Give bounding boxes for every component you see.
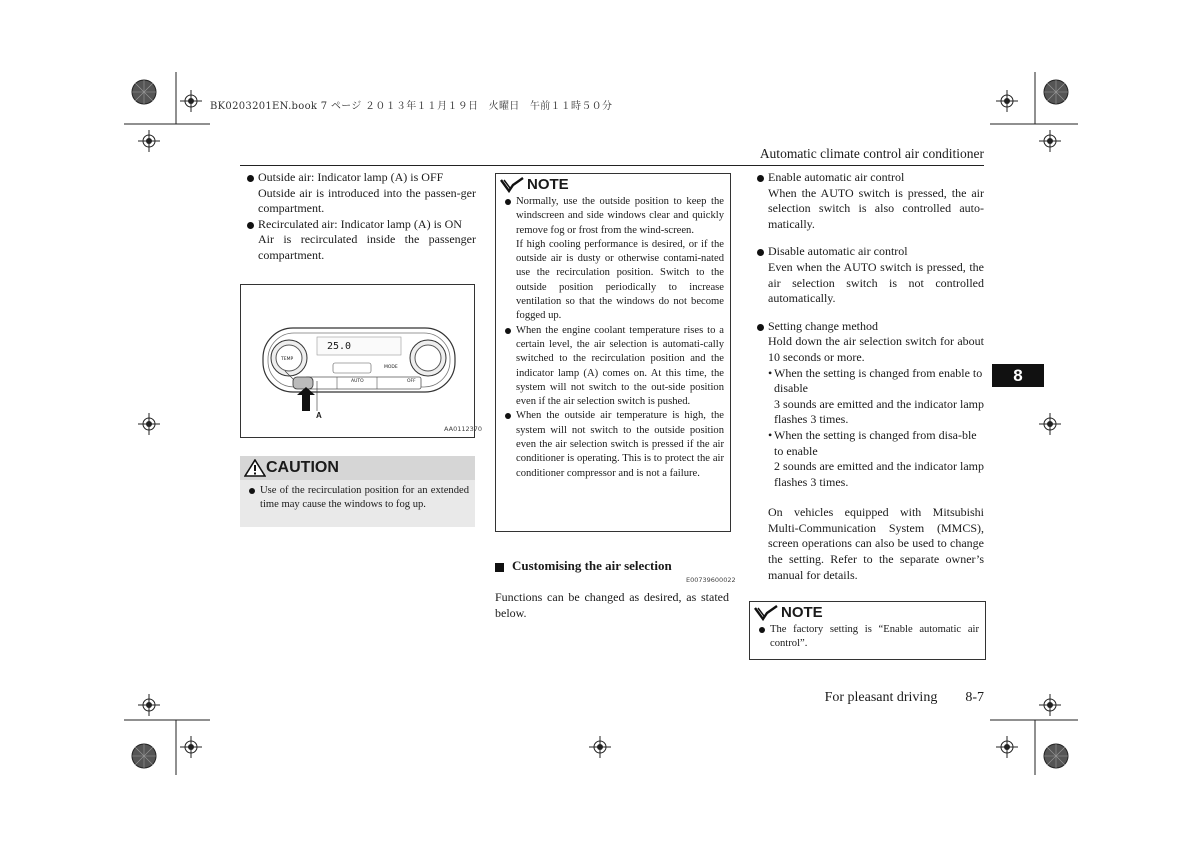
sub-item-text: 3 sounds are emitted and the indicator lamp flashes 3 times. <box>774 396 984 427</box>
caution-heading <box>240 456 475 480</box>
item-lead: Setting change method <box>768 318 878 333</box>
item-lead: Disable automatic air control <box>768 244 908 259</box>
bullet-icon <box>505 199 511 205</box>
bullet-icon <box>247 222 254 229</box>
section-heading-text: Customising the air selection <box>512 558 672 573</box>
list-item <box>244 484 469 513</box>
control-panel-figure <box>240 284 483 438</box>
note-title: NOTE <box>781 604 823 621</box>
crosshair-mark <box>180 736 202 758</box>
sub-item-text: 2 sounds are emitted and the indicator lamp flashes 3 times. <box>774 459 984 489</box>
note-box <box>495 173 731 532</box>
list-item <box>754 623 979 652</box>
caution-text: Use of the recirculation position for an extended time may cause the windows to fog up. <box>260 485 469 511</box>
registration-target-tr <box>1040 76 1072 108</box>
off-label: OFF <box>407 379 416 384</box>
section-title: Automatic climate control air conditioner <box>759 146 984 161</box>
bullet-icon <box>757 324 764 331</box>
list-item <box>750 170 984 232</box>
chapter-tab: 8 <box>992 364 1044 387</box>
item-text: Air is recirculated inside the passenger compartment. <box>258 232 476 262</box>
bullet-icon <box>505 413 511 419</box>
registration-target-bl <box>128 740 160 772</box>
list-item <box>750 244 984 306</box>
crosshair-mark <box>1039 694 1061 716</box>
column-3 <box>750 170 984 583</box>
page-number: 8-7 <box>965 690 984 705</box>
section-heading <box>495 558 672 574</box>
section-body <box>495 590 729 621</box>
list-item <box>240 217 476 264</box>
bullet-icon <box>759 627 765 633</box>
file-stamp: BK0203201EN.book 7 ページ ２０１３年１１月１９日 火曜日 午前１１時５０分 <box>210 101 613 112</box>
bullet-icon <box>757 249 764 256</box>
temp-label: TEMP <box>281 357 294 362</box>
sub-item-lead: When the setting is changed from disa-ble to enable <box>774 427 977 458</box>
crosshair-mark <box>996 736 1018 758</box>
callout-a: A <box>316 411 322 420</box>
list-item <box>500 409 724 480</box>
item-text: Hold down the air selection switch for about 10 seconds or more. <box>768 334 984 364</box>
sub-item: • When the setting is changed from disa-ble to enable <box>750 428 984 459</box>
sub-item-lead: When the setting is changed from enable to disable <box>774 365 983 396</box>
bullet-icon <box>505 328 511 334</box>
item-lead: Enable automatic air control <box>768 170 905 184</box>
header-rule <box>240 165 984 166</box>
crosshair-mark <box>996 90 1018 112</box>
crosshair-mark <box>180 90 202 112</box>
note-item-text: Normally, use the outside position to keep the windscreen and side windows clear and quickly remove fog or frost from the wind-screen. <box>516 196 724 236</box>
caution-box <box>240 456 475 527</box>
registration-target-tl <box>128 76 160 108</box>
registration-target-br <box>1040 740 1072 772</box>
note-heading <box>750 602 985 623</box>
bullet-icon <box>757 175 764 182</box>
list-item <box>240 170 476 217</box>
mode-label: MODE <box>384 365 398 370</box>
bullet-icon <box>249 488 255 494</box>
crosshair-mark <box>138 694 160 716</box>
crosshair-mark <box>138 130 160 152</box>
page-footer <box>760 690 984 706</box>
note-item-text: When the outside air temperature is high, the system will not switch to the outside position even the air selection switch is pressed if the air conditioner is operating. This is to protect the air conditioner compressor and is not a failure. <box>516 410 724 479</box>
sub-item: • When the setting is changed from enable to disable <box>768 365 983 396</box>
caution-title: CAUTION <box>266 459 339 476</box>
crosshair-mark <box>1039 130 1061 152</box>
note-item-extra: If high cooling performance is desired, or if the outside air is dusty or otherwise contami-nated use the recirculation position. Switch to the outside position periodically to increase ventilation so that the windows do not become fogged up. <box>516 238 724 322</box>
item-text: Even when the AUTO switch is pressed, the air selection switch is not controlled automatically. <box>768 259 984 306</box>
bullet-icon <box>247 175 254 182</box>
note-heading <box>496 174 730 195</box>
list-item <box>500 324 724 410</box>
note-item-text: When the engine coolant temperature rises to a certain level, the air selection is automati-cally switched to the recirculation position and the indicator lamp (A) comes on. At this time, the system will not switch to the out-side position even if the air selection switch is pushed. <box>516 324 724 408</box>
item-text: When the AUTO switch is pressed, the air selection switch is also controlled auto-matically. <box>768 185 984 231</box>
list-item <box>750 319 984 366</box>
warning-triangle-icon <box>244 459 266 477</box>
figure-code: AA0112370 <box>444 425 483 433</box>
auto-label: AUTO <box>351 379 364 384</box>
item-text: Outside air is introduced into the passen-ger compartment. <box>258 185 476 216</box>
note-check-icon <box>500 177 524 193</box>
square-bullet-icon <box>495 563 504 572</box>
list-item <box>500 195 724 324</box>
item-lead: Outside air: Indicator lamp (A) is OFF <box>258 170 444 184</box>
note-item-text: The factory setting is “Enable automatic air control”. <box>770 624 979 650</box>
column-1 <box>240 170 476 264</box>
crosshair-mark <box>589 736 611 758</box>
crosshair-mark <box>1039 413 1061 435</box>
item-lead: Recirculated air: Indicator lamp (A) is ON <box>258 216 462 231</box>
note-title: NOTE <box>527 176 569 193</box>
climate-panel-illustration <box>241 285 474 437</box>
section-code: E00739600022 <box>686 576 736 584</box>
footer-chapter: For pleasant driving <box>824 690 938 705</box>
display-temp: 25.0 <box>327 341 352 352</box>
body-text: Functions can be changed as desired, as stated below. <box>495 590 729 620</box>
mmcs-text: On vehicles equipped with Mitsubishi Multi-Communication System (MMCS), screen operations can also be used to change the setting. Refer to the separate owner’s manual for details. <box>768 505 984 582</box>
note-box-2 <box>749 601 986 660</box>
note-check-icon <box>754 605 778 621</box>
crosshair-mark <box>138 413 160 435</box>
